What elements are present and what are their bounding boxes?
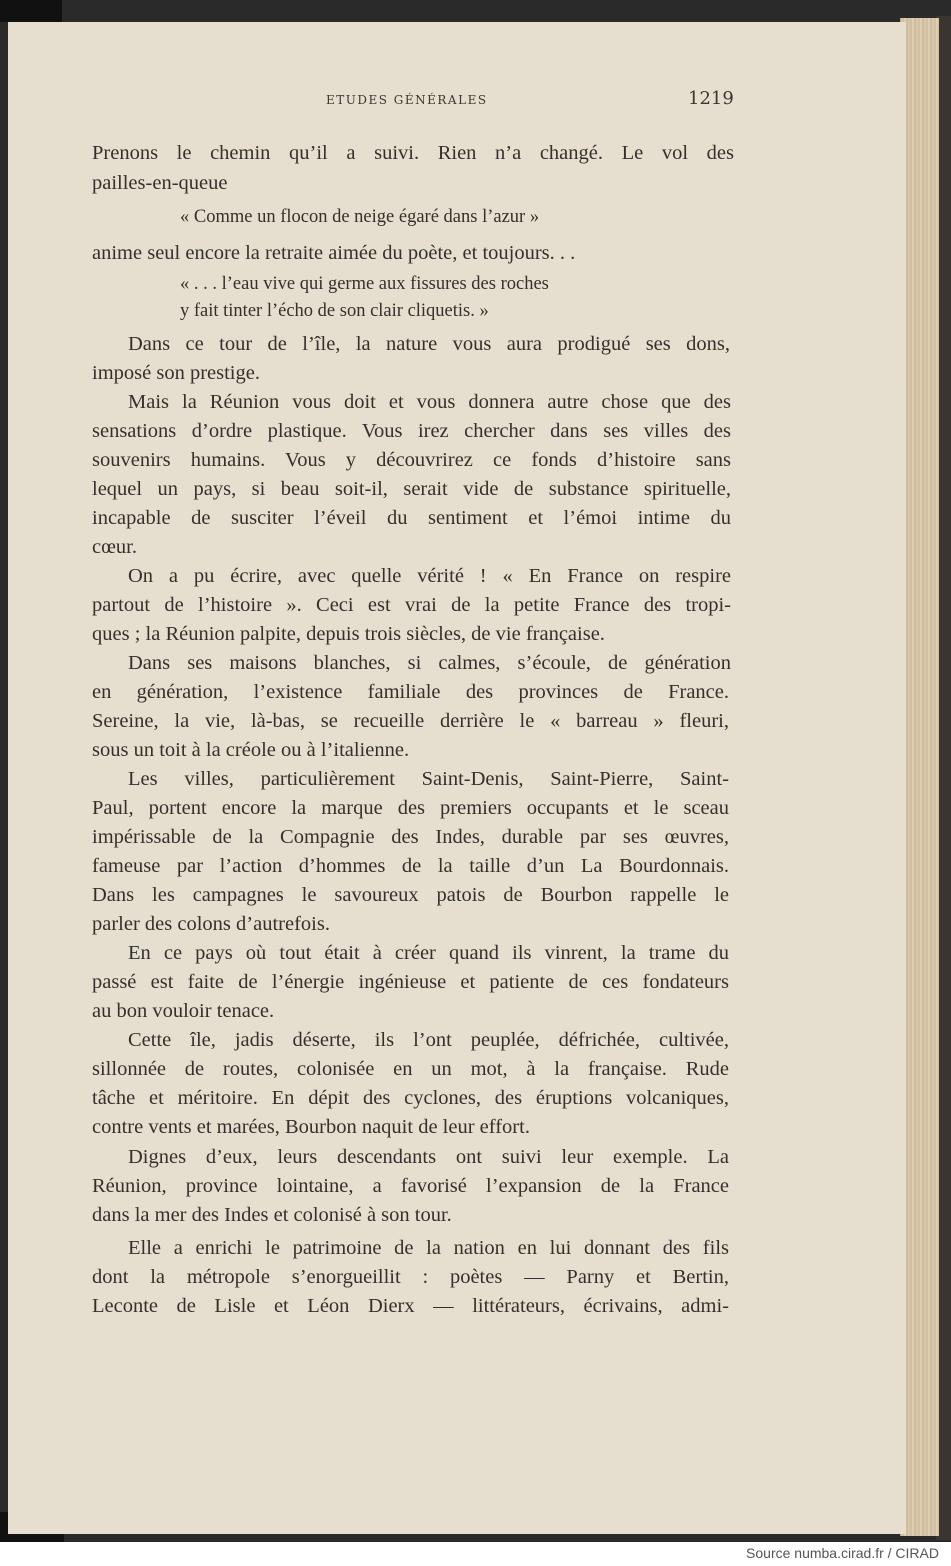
text-line: Leconte de Lisle et Léon Dierx — littérateurs, écrivains, admi- — [92, 1295, 729, 1317]
text-line: Sereine, la vie, là-bas, se recueille derrière le « barreau » fleuri, — [92, 710, 729, 732]
text-line: partout de l’histoire ». Ceci est vrai de la petite France des tropi- — [92, 594, 731, 616]
text-line: Cette île, jadis déserte, ils l’ont peuplée, défrichée, cultivée, — [128, 1029, 729, 1051]
text-line: lequel un pays, si beau soit-il, serait vide de substance spirituelle, — [92, 478, 731, 500]
text-line: impérissable de la Compagnie des Indes, durable par ses œuvres, — [92, 826, 729, 848]
text-line: On a pu écrire, avec quelle vérité ! « En France on respire — [128, 565, 731, 587]
text-line: fameuse par l’action d’hommes de la taille d’un La Bourdonnais. — [92, 855, 729, 877]
text-line: Prenons le chemin qu’il a suivi. Rien n’a changé. Le vol des — [92, 142, 734, 164]
text-line: au bon vouloir tenace. — [92, 1000, 275, 1022]
text-line: En ce pays où tout était à créer quand ils vinrent, la trame du — [128, 942, 729, 964]
text-line: imposé son prestige. — [92, 362, 260, 384]
binding-tab-top — [0, 0, 62, 22]
text-line: Dans ce tour de l’île, la nature vous aura prodigué ses dons, — [128, 333, 730, 355]
text-line: sillonnée de routes, colonisée en un mot, à la française. Rude — [92, 1058, 729, 1080]
text-line: Dans ses maisons blanches, si calmes, s’écoule, de génération — [128, 652, 731, 674]
text-line: pailles-en-queue — [92, 172, 228, 194]
text-line: Les villes, particulièrement Saint-Denis, Saint-Pierre, Saint- — [128, 768, 729, 790]
text-line: Paul, portent encore la marque des premiers occupants et le sceau — [92, 797, 729, 819]
text-line: cœur. — [92, 536, 137, 558]
text-line: Réunion, province lointaine, a favorisé l’expansion de la France — [92, 1175, 729, 1197]
text-line: Dignes d’eux, leurs descendants ont suivi leur exemple. La — [128, 1146, 729, 1168]
quote-line: « . . . l’eau vive qui germe aux fissures des roches — [180, 274, 549, 294]
text-line: tâche et méritoire. En dépit des cyclones, des éruptions volcaniques, — [92, 1087, 729, 1109]
text-line: incapable de susciter l’éveil du sentiment et l’émoi intime du — [92, 507, 731, 529]
text-line: dont la métropole s’enorgueillit : poètes — Parny et Bertin, — [92, 1266, 729, 1288]
text-line: passé est faite de l’énergie ingénieuse et patiente de ces fondateurs — [92, 971, 729, 993]
source-credit: Source numba.cirad.fr / CIRAD — [746, 1545, 939, 1561]
running-title: ETUDES GÉNÉRALES — [326, 93, 488, 107]
text-line: ques ; la Réunion palpite, depuis trois siècles, de vie française. — [92, 623, 605, 645]
text-line: Dans les campagnes le savoureux patois de Bourbon rappelle le — [92, 884, 729, 906]
text-line: en génération, l’existence familiale des provinces de France. — [92, 681, 729, 703]
text-line: dans la mer des Indes et colonisé à son tour. — [92, 1204, 452, 1226]
text-line: Elle a enrichi le patrimoine de la nation en lui donnant des fils — [128, 1237, 729, 1259]
text-line: anime seul encore la retraite aimée du poète, et toujours. . . — [92, 242, 576, 264]
text-line: sous un toit à la créole ou à l’italienne. — [92, 739, 410, 761]
text-line: sensations d’ordre plastique. Vous irez chercher dans ses villes des — [92, 420, 731, 442]
text-line: souvenirs humains. Vous y découvrirez ce fonds d’histoire sans — [92, 449, 731, 471]
text-line: parler des colons d’autrefois. — [92, 913, 330, 935]
text-line: contre vents et marées, Bourbon naquit de leur effort. — [92, 1116, 530, 1138]
quote-line: « Comme un flocon de neige égaré dans l’azur » — [180, 207, 540, 227]
text-line: Mais la Réunion vous doit et vous donnera autre chose que des — [128, 391, 731, 413]
quote-line: y fait tinter l’écho de son clair cliquetis. » — [180, 301, 489, 321]
page-number: 1219 — [688, 88, 734, 109]
